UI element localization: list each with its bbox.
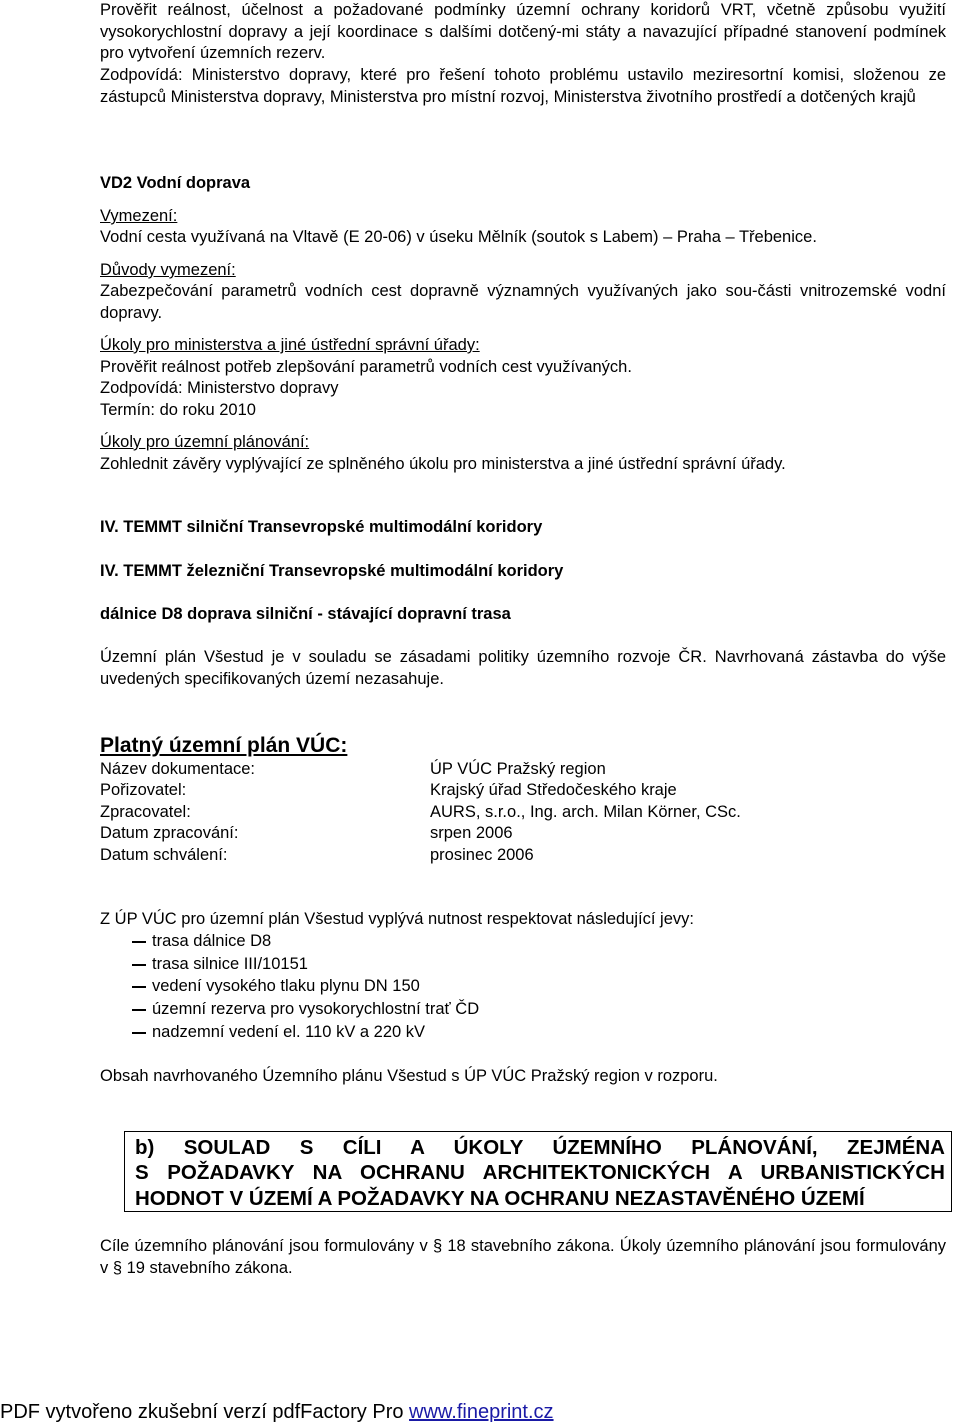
ukoly-ministerstva-text: Prověřit reálnost potřeb zlepšování parametrů vodních cest využívaných. bbox=[100, 358, 632, 376]
ukoly-uzemni-label: Úkoly pro územní plánování: bbox=[100, 433, 310, 451]
cile-paragraph: Cíle územního plánování jsou formulovány v § 18 stavebního zákona. Úkoly územního plánování jsou formulovány v § 19 stavebního zákona. bbox=[100, 1237, 946, 1277]
zodpovida-text: Zodpovídá: Ministerstvo dopravy bbox=[100, 379, 339, 397]
d8-heading: dálnice D8 doprava silniční - stávající dopravní trasa bbox=[100, 605, 511, 623]
dash-bullet-icon bbox=[132, 1009, 146, 1011]
vuc-row-value: prosinec 2006 bbox=[430, 846, 534, 864]
vymezeni-label: Vymezení: bbox=[100, 207, 178, 225]
jevy-intro: Z ÚP VÚC pro územní plán Všestud vyplývá nutnost respektovat následující jevy: bbox=[100, 910, 694, 928]
vuc-row-label: Zpracovatel: bbox=[100, 803, 191, 821]
vuc-row-label: Datum zpracování: bbox=[100, 824, 239, 842]
section-b-line: b) SOULAD S CÍLI A ÚKOLY ÚZEMNÍHO PLÁNOVÁNÍ, ZEJMÉNA bbox=[135, 1136, 945, 1159]
temmt-silnicni-heading: IV. TEMMT silniční Transevropské multimodální koridory bbox=[100, 518, 543, 536]
vuc-row bbox=[100, 759, 946, 781]
vuc-row-value: ÚP VÚC Pražský region bbox=[430, 760, 606, 778]
footer-text: PDF vytvořeno zkušební verzí pdfFactory Pro bbox=[0, 1401, 410, 1423]
section-b-line: HODNOT V ÚZEMÍ A POŽADAVKY NA OCHRANU NEZASTAVĚNÉHO ÚZEMÍ bbox=[135, 1186, 865, 1210]
vuc-title: Platný územní plán VÚC: bbox=[100, 734, 348, 757]
soulad-paragraph: Územní plán Všestud je v souladu se zásadami politiky územního rozvoje ČR. Navrhovaná zástavba do výše uvedených specifikovaných území nezasahuje. bbox=[100, 648, 946, 688]
ukoly-uzemni-text: Zohlednit závěry vyplývající ze splněného úkolu pro ministerstva a jiné ústřední správní úřady. bbox=[100, 455, 786, 473]
vuc-row bbox=[100, 823, 946, 845]
vuc-row-value: srpen 2006 bbox=[430, 824, 513, 842]
intro-responsible-paragraph: Zodpovídá: Ministerstvo dopravy, které pro řešení tohoto problému ustavilo meziresortní komisi, složenou ze zástupců Ministerstva dopravy, Ministerstva pro místní rozvoj, Ministerstva životního prostředí a dotčených krajů bbox=[100, 66, 946, 106]
footer-link[interactable]: www.fineprint.cz bbox=[409, 1401, 554, 1423]
section-b-heading bbox=[124, 1131, 952, 1212]
pdf-footer bbox=[0, 1398, 960, 1426]
vymezeni-text: Vodní cesta využívaná na Vltavě (E 20-06) v úseku Mělník (soutok s Labem) – Praha – Třebenice. bbox=[100, 228, 817, 246]
vuc-row-label: Pořizovatel: bbox=[100, 781, 187, 799]
dash-bullet-icon bbox=[132, 1032, 146, 1034]
duvody-text: Zabezpečování parametrů vodních cest dopravně významných využívaných jako sou-části vnitrozemské vodní dopravy. bbox=[100, 282, 946, 322]
dash-bullet-icon bbox=[132, 964, 146, 966]
obsah-paragraph: Obsah navrhovaného Územního plánu Všestud s ÚP VÚC Pražský region v rozporu. bbox=[100, 1067, 718, 1085]
vuc-row-label: Datum schválení: bbox=[100, 846, 228, 864]
vuc-row bbox=[100, 845, 946, 867]
vuc-row-value: Krajský úřad Středočeského kraje bbox=[430, 781, 677, 799]
intro-paragraph: Prověřit reálnost, účelnost a požadované podmínky územní ochrany koridorů VRT, včetně způsobu využití vysokorychlostní dopravy a její koordinace s dalšími dotčený-mi státy a navazující případné stanovení podmínek pro vytvoření územních rezerv. bbox=[100, 1, 946, 63]
vuc-row-label: Název dokumentace: bbox=[100, 760, 256, 778]
temmt-zeleznicni-heading: IV. TEMMT železniční Transevropské multimodální koridory bbox=[100, 562, 564, 580]
vuc-row bbox=[100, 802, 946, 824]
dash-bullet-icon bbox=[132, 941, 146, 943]
dash-bullet-icon bbox=[132, 986, 146, 988]
vuc-row bbox=[100, 780, 946, 802]
duvody-label: Důvody vymezení: bbox=[100, 261, 236, 279]
section-b-line: S POŽADAVKY NA OCHRANU ARCHITEKTONICKÝCH A URBANISTICKÝCH bbox=[135, 1161, 945, 1185]
vd2-heading: VD2 Vodní doprava bbox=[100, 174, 251, 192]
vuc-row-value: AURS, s.r.o., Ing. arch. Milan Körner, CSc. bbox=[430, 803, 741, 821]
ukoly-ministerstva-label: Úkoly pro ministerstva a jiné ústřední správní úřady: bbox=[100, 336, 480, 354]
termin-text: Termín: do roku 2010 bbox=[100, 401, 256, 419]
